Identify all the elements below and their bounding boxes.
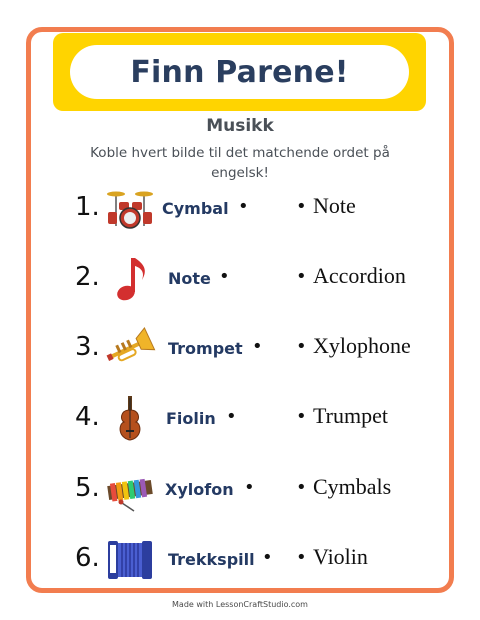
norwegian-word: Xylofon <box>165 480 234 499</box>
violin-icon <box>104 394 156 444</box>
match-row <box>0 254 480 304</box>
norwegian-word: Note <box>168 269 211 288</box>
match-row <box>0 324 480 374</box>
match-row <box>0 535 480 585</box>
english-word: Note <box>313 193 356 218</box>
item-number: 6. <box>75 543 100 573</box>
english-word: Xylophone <box>313 333 411 358</box>
english-word: Violin <box>313 544 368 569</box>
music-note-icon <box>104 254 156 304</box>
trumpet-icon <box>104 324 156 374</box>
footer-credit: Made with LessonCraftStudio.com <box>172 600 308 609</box>
right-match-dot[interactable]: • <box>296 266 307 287</box>
worksheet-subtitle: Musikk <box>206 116 274 136</box>
english-word: Trumpet <box>313 403 388 428</box>
item-number: 2. <box>75 262 100 292</box>
item-number: 1. <box>75 192 100 222</box>
right-match-dot[interactable]: • <box>296 477 307 498</box>
match-row <box>0 465 480 515</box>
item-number: 3. <box>75 332 100 362</box>
norwegian-word: Trompet <box>168 339 243 358</box>
english-word: Accordion <box>313 263 406 288</box>
left-match-dot[interactable]: • <box>219 266 230 287</box>
drum-kit-icon <box>104 184 156 234</box>
accordion-icon <box>104 535 156 585</box>
norwegian-word: Fiolin <box>166 409 216 428</box>
xylophone-icon <box>104 465 156 515</box>
worksheet-instruction: Koble hvert bilde til det matchende ordet på engelsk! <box>90 145 390 181</box>
item-number: 4. <box>75 402 100 432</box>
right-match-dot[interactable]: • <box>296 196 307 217</box>
norwegian-word: Trekkspill <box>168 550 255 569</box>
match-row <box>0 184 480 234</box>
page-title: Finn Parene! <box>130 54 349 90</box>
left-match-dot[interactable]: • <box>244 477 255 498</box>
left-match-dot[interactable]: • <box>252 336 263 357</box>
norwegian-word: Cymbal <box>162 199 229 218</box>
title-pill <box>70 45 409 99</box>
english-word: Cymbals <box>313 474 392 499</box>
left-match-dot[interactable]: • <box>238 196 249 217</box>
right-match-dot[interactable]: • <box>296 406 307 427</box>
match-row <box>0 394 480 444</box>
left-match-dot[interactable]: • <box>262 547 273 568</box>
right-match-dot[interactable]: • <box>296 336 307 357</box>
right-match-dot[interactable]: • <box>296 547 307 568</box>
left-match-dot[interactable]: • <box>226 406 237 427</box>
item-number: 5. <box>75 473 100 503</box>
